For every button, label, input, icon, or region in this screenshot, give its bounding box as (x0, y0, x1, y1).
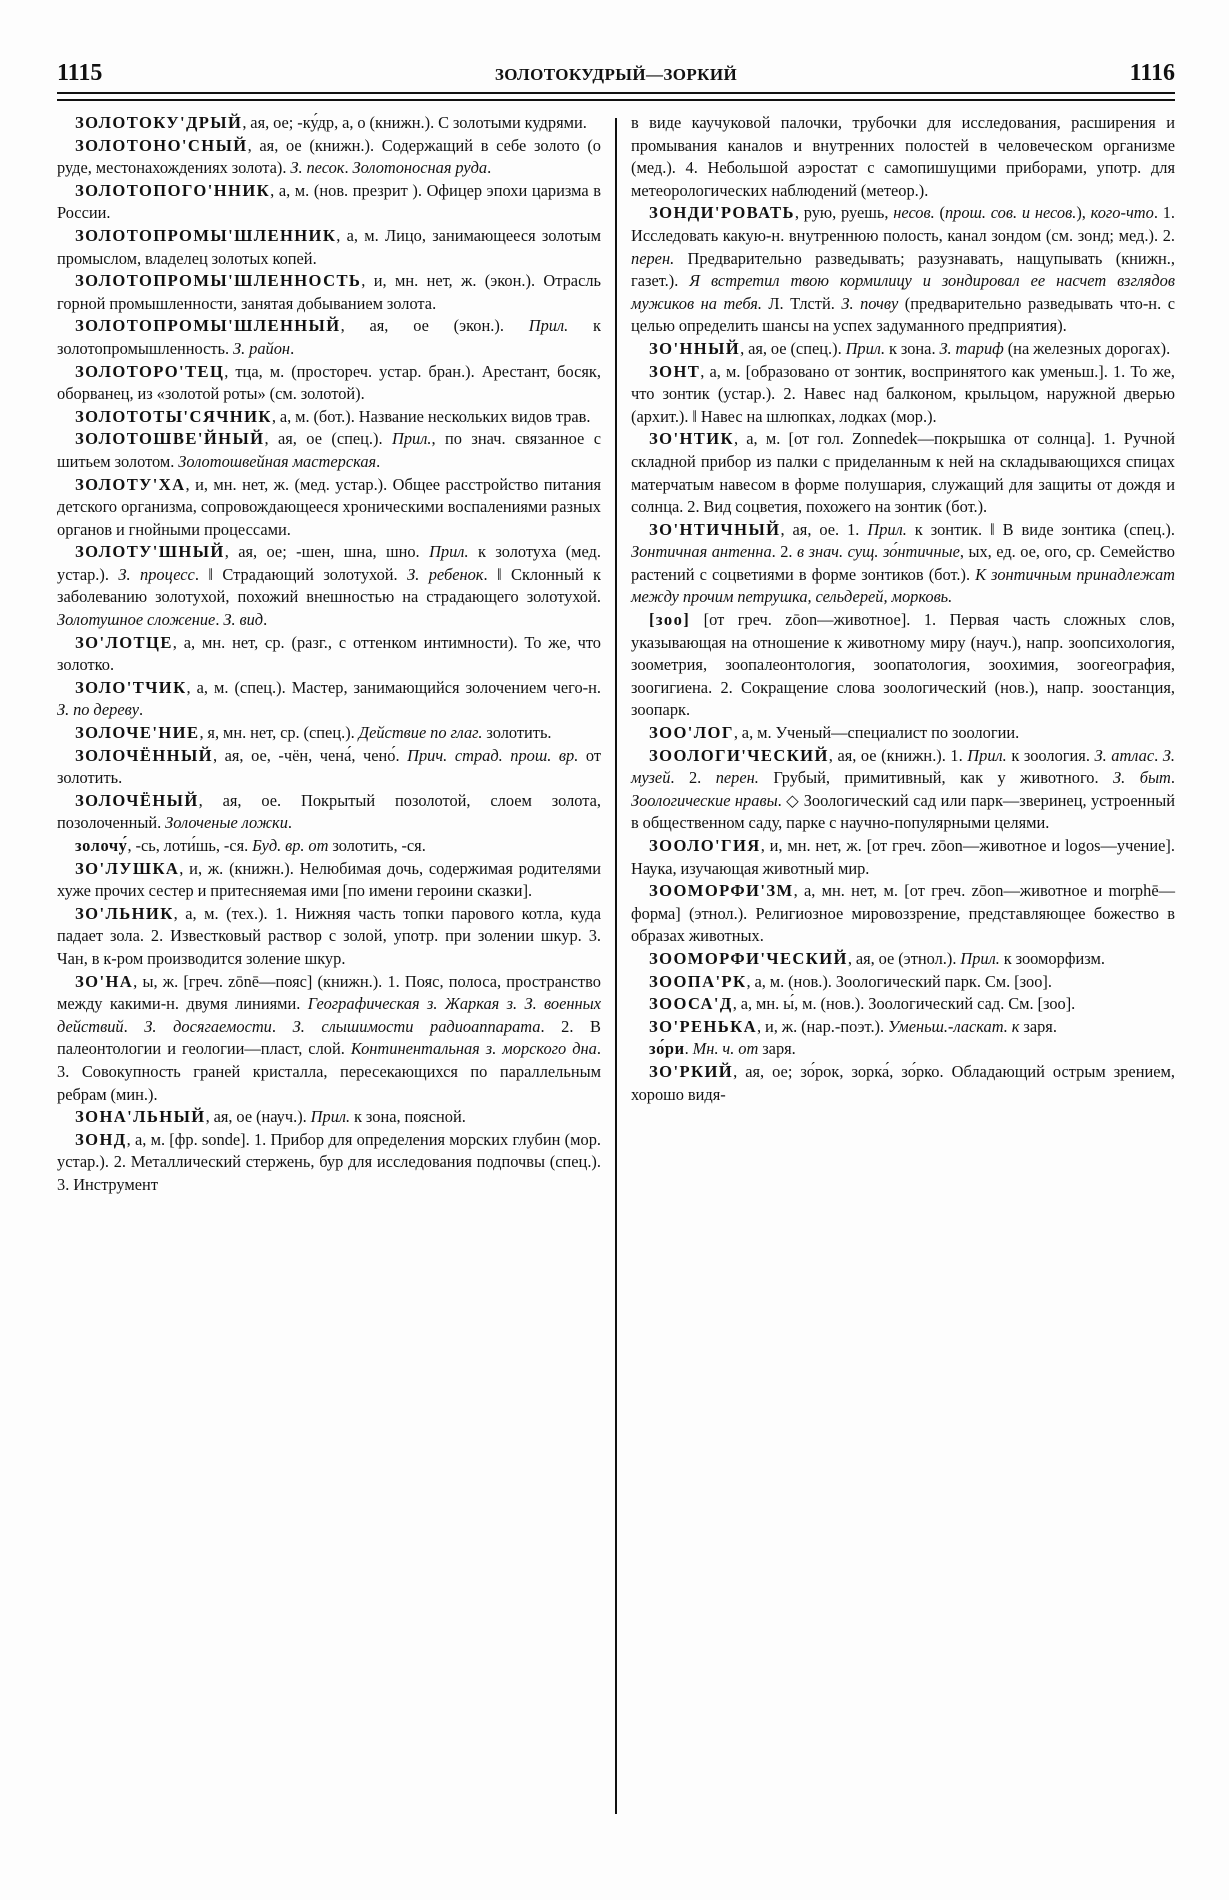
entry-definition: , а, м. [фр. sonde]. 1. Прибор для определения морских глубин (мор. устар.). 2. Металлический стержень, бур для исследования подпочвы (спец.). 3. Инструмент (57, 1129, 601, 1194)
entry-headword: ЗОЛОТОРО'ТЕЦ (75, 361, 225, 381)
entry-headword: ЗОЛОТУ'ШНЫЙ (75, 542, 225, 562)
entry-headword: ЗОНА'ЛЬНЫЙ (75, 1107, 206, 1127)
entry-definition: , ая, ое (спец.). Прил., по знач. связанное с шитьем золотом. Золотошвейная мастерская. (57, 429, 601, 471)
dictionary-entry (57, 790, 601, 835)
entry-headword: ЗОЛОТОНО'СНЫЙ (75, 135, 248, 155)
entry-headword: ЗОНДИ'РОВАТЬ (649, 203, 795, 223)
entry-definition: , рую, руешь, несов. (прош. сов. и несов.), кого-что. 1. Исследовать какую-н. внутреннюю полость, канал зондом (см. зонд; мед.). 2. перен. Предварительно разведывать; разузнавать, нащупывать (книжн., газет.). Я встретил твою кормилицу и зондировал ее насчет взглядов мужиков на тебя. Л. Тлстй. З. почву (предварительно разведывать что-н. с целью определить шансы на успех задуманного предприятия). (631, 203, 1175, 336)
entry-headword: ЗООПА'РК (649, 971, 747, 991)
dictionary-entry (57, 835, 601, 858)
dictionary-entry (631, 971, 1175, 994)
entry-definition: , ая, ое; -шен, шна, шно. Прил. к золотуха (мед. устар.). З. процесс. ‖ Страдающий золотухой. З. ребенок. ‖ Склонный к заболеванию золотухой, похожий внешностью на страдающего золотухой. Золотушное сложение. З. вид. (57, 542, 601, 630)
entry-headword: [зоо] (649, 610, 691, 630)
entry-definition: , -сь, лоти́шь, -ся. Буд. вр. от золотить, -ся. (127, 836, 426, 855)
entry-headword: ЗО'НТИЧНЫЙ (649, 519, 781, 539)
entry-headword: ЗООСА'Д (649, 994, 733, 1014)
entry-definition: [от греч. zōon—животное]. 1. Первая часть сложных слов, указывающая на отношение к животному миру (науч.), напр. зоопсихология, зоометрия, зоопалеонтология, зоопатология, зоохимия, зоогеография, зоогигиена. 2. Сокращение слова зоологический (нов.), напр. зоостанция, зоопарк. (631, 610, 1175, 720)
entry-headword: ЗОЛОТОПРОМЫ'ШЛЕННИК (75, 225, 337, 245)
entry-headword: ЗООЛОГИ'ЧЕСКИЙ (649, 745, 829, 765)
entry-headword: ЗО'НТИК (649, 429, 734, 449)
entry-definition: , ая, ое. Покрытый позолотой, слоем золота, позолоченный. Золоченые ложки. (57, 790, 601, 833)
entry-headword: ЗОЛОТОТЫ'СЯЧНИК (75, 406, 272, 426)
dictionary-entry (631, 745, 1175, 835)
entry-definition: , ая, ое; -ку́др, а, о (книжн.). С золотыми кудрями. (242, 113, 587, 132)
entry-headword: ЗОО'ЛОГ (649, 723, 734, 743)
folio-right: 1116 (1129, 60, 1175, 86)
entry-headword: ЗООМОРФИ'ЗМ (649, 881, 794, 901)
entry-definition: , а, м. [образовано от зонтик, воспринятого как уменьш.]. 1. То же, что зонтик (устар.). 2. Навес над балконом, крыльцом, наружной дверью (архит.). ‖ Навес на шлюпках, лодках (мор.). (631, 361, 1175, 426)
entry-headword: ЗО'РКИЙ (649, 1061, 734, 1081)
dictionary-entry (57, 722, 601, 745)
dictionary-entry (631, 609, 1175, 722)
entry-headword: ЗО'ЛУШКА (75, 858, 180, 878)
dictionary-entry (57, 428, 601, 473)
column-divider (615, 118, 617, 1814)
entry-headword: ЗОЛО'ТЧИК (75, 677, 187, 697)
entry-definition: , ая, ое. 1. Прил. к зонтик. ‖ В виде зонтика (спец.). Зонтичная антенна. 2. в знач. сущ. зо́нтичные, ых, ед. ое, ого, ср. Семейство растений с соцветиями в форме зонтиков (бот.). К зонтичным принадлежат между прочим петрушка, сельдерей, морковь. (631, 519, 1176, 607)
entry-definition: , ы, ж. [греч. zōnē—пояс] (книжн.). 1. Пояс, полоса, пространство между какими-н. двумя линиями. Географическая з. Жаркая з. З. военных действий. З. досягаемости. З. слышимости радиоаппарата. 2. В палеонтологии и геологии—пласт, слой. Континентальная з. морского дна. 3. Совокупность граней кристалла, пересекающихся по параллельным ребрам (мин.). (57, 971, 602, 1104)
entry-definition: , а, м. [от гол. Zonnedek—покрышка от солнца]. 1. Ручной складной прибор из палки с приделанным к ней на складывающихся спицах матерчатым навесом в форме полушария, служащий для защиты от дождя и солнца. 2. Вид соцветия, похожего на зонтик (бот.). (631, 429, 1175, 517)
dictionary-entry (57, 971, 601, 1107)
right-column (629, 112, 1175, 1852)
entry-definition: , я, мн. нет, ср. (спец.). Действие по глаг. золотить. (199, 723, 552, 743)
dictionary-entry (631, 202, 1175, 338)
entry-headword: ЗОЛОТОПРОМЫ'ШЛЕННОСТЬ (75, 271, 362, 291)
entry-headword: ЗОЛОТОПРОМЫ'ШЛЕННЫЙ (75, 316, 341, 336)
dictionary-entry (57, 903, 601, 971)
entry-definition: , ая, ое, -чён, чена́, чено́. Прич. страд. прош. вр. от золотить. (57, 745, 601, 788)
entry-headword: ЗОЛОЧЁННЫЙ (75, 745, 213, 765)
entry-headword: ЗОЛОТОПОГО'ННИК (75, 180, 271, 200)
dictionary-entry (631, 1061, 1175, 1106)
entry-definition: , ая, ое (книжн.). Содержащий в себе золото (о руде, местонахождениях золота). З. песок. Золотоносная руда. (57, 135, 601, 178)
entry-definition: . Мн. ч. от заря. (684, 1039, 796, 1059)
entry-headword: ЗООЛО'ГИЯ (649, 836, 761, 855)
entry-definition: , а, мн. ы́, м. (нов.). Зоологический сад. См. [зоо]. (732, 994, 1076, 1014)
running-head-words: ЗОЛОТОКУДРЫЙ—ЗОРКИЙ (494, 65, 738, 84)
entry-definition: , ая, ое (спец.). Прил. к зона. З. тариф (на железных дорогах). (740, 338, 1171, 358)
dictionary-entry (631, 519, 1175, 609)
header-rule (57, 92, 1175, 101)
dictionary-entry (57, 632, 601, 677)
entry-headword: ЗО'ЛОТЦЕ (75, 632, 173, 652)
entry-definition: , а, м. (нов. презрит ). Офицер эпохи царизма в России. (57, 180, 601, 223)
dictionary-entry (57, 112, 601, 135)
dictionary-entry (57, 1129, 601, 1197)
left-column (57, 112, 615, 1852)
entry-headword: ЗОЛОЧЕ'НИЕ (75, 723, 200, 743)
entry-definition: , ая, ое; зо́рок, зорка́, зо́рко. Обладающий острым зрением, хорошо видя- (631, 1061, 1175, 1104)
entry-definition: , а, м. (нов.). Зоологический парк. См. [зоо]. (746, 971, 1052, 991)
entry-headword: зо́ри (649, 1039, 685, 1059)
entry-headword: ЗОЛОЧЁНЫЙ (75, 790, 199, 810)
entry-definition: , а, м. Ученый—специалист по зоологии. (733, 723, 1020, 743)
dictionary-entry (57, 361, 601, 406)
dictionary-entry (57, 1106, 601, 1129)
dictionary-entry (57, 135, 601, 180)
entry-headword: ЗО'ЛЬНИК (75, 903, 174, 923)
entry-headword: ЗО'ННЫЙ (649, 338, 741, 358)
entry-headword: ЗОЛОТУ'ХА (75, 474, 186, 494)
dictionary-entry (57, 315, 601, 360)
entry-headword: ЗОЛОТОКУ'ДРЫЙ (75, 113, 243, 132)
dictionary-entry (631, 835, 1175, 880)
dictionary-entry (631, 428, 1175, 518)
entry-definition: , ая, ое (книжн.). 1. Прил. к зоология. З. атлас. З. музей. 2. перен. Грубый, примитивный, как у животного. З. быт. Зоологические нравы. ◇ Зоологический сад или парк—зверинец, устроенный в общественном саду, парке с научно-популярными целями. (631, 745, 1176, 833)
dictionary-entry (57, 225, 601, 270)
entry-definition: , и, ж. (нар.-поэт.). Уменьш.-ласкат. к заря. (756, 1016, 1057, 1036)
running-head (57, 60, 1175, 87)
entry-definition: , а, мн. нет, ср. (разг., с оттенком интимности). То же, что золотко. (57, 632, 601, 675)
dictionary-entry (631, 1038, 1175, 1061)
entry-definition: , а, м. (спец.). Мастер, занимающийся золочением чего-н. З. по дереву. (57, 677, 601, 720)
folio-left: 1115 (57, 60, 103, 86)
entry-definition: , а, м. (бот.). Название нескольких видов трав. (271, 406, 591, 426)
entry-definition: , и, ж. (книжн.). Нелюбимая дочь, содержимая родителями хуже прочих сестер и притесняемая ими [по имени героини сказки]. (57, 858, 601, 901)
entry-headword: ЗО'РЕНЬКА (649, 1016, 757, 1036)
entry-definition: , тца, м. (простореч. устар. бран.). Арестант, босяк, оборванец, из «золотой роты» (см. золотой). (57, 361, 601, 404)
dictionary-entry (631, 112, 1175, 202)
entry-headword: ЗОНД (75, 1129, 127, 1149)
entry-headword: золочу́ (75, 836, 128, 855)
entry-definition: , ая, ое (этнол.). Прил. к зооморфизм. (847, 948, 1105, 968)
dictionary-entry (631, 1016, 1175, 1039)
entry-definition: , а, м. (тех.). 1. Нижняя часть топки парового котла, куда падает зола. 2. Известковый раствор с золой, употр. при золении шкур. 3. Чан, в к-ром производится золение шкур. (57, 903, 601, 968)
dictionary-entry (631, 338, 1175, 361)
entry-headword: ЗОЛОТОШВЕ'ЙНЫЙ (75, 429, 265, 449)
entry-definition: , и, мн. нет, ж. (мед. устар.). Общее расстройство питания детского организма, сопровождающееся хроническими воспалениями разных органов и гнойными процессами. (57, 474, 601, 539)
entry-definition: , ая, ое (науч.). Прил. к зона, поясной. (205, 1107, 466, 1127)
entry-definition: , а, м. Лицо, занимающееся золотым промыслом, владелец золотых копей. (57, 225, 601, 268)
dictionary-entry (57, 745, 601, 790)
entry-headword: ЗО'НА (75, 971, 134, 991)
dictionary-entry (631, 993, 1175, 1016)
entry-definition: , и, мн. нет, ж. (экон.). Отрасль горной промышленности, занятая добыванием золота. (57, 271, 601, 313)
dictionary-entry (57, 270, 601, 315)
dictionary-entry (631, 948, 1175, 971)
dictionary-entry (57, 677, 601, 722)
column-container (57, 112, 1175, 1852)
dictionary-entry (57, 474, 601, 542)
entry-definition: , ая, ое (экон.). Прил. к золотопромышленность. З. район. (57, 316, 601, 358)
dictionary-entry (57, 180, 601, 225)
entry-definition: в виде каучуковой палочки, трубочки для исследования, расширения и промывания каналов и внутренних полостей в человеческом организме (мед.). 4. Небольшой аэростат с самопишущими приборами, употр. для метеорологических наблюдений (метеор.). (631, 113, 1175, 200)
dictionary-entry (631, 880, 1175, 948)
entry-definition: , и, мн. нет, ж. [от греч. zōon—животное и logos—учение]. Наука, изучающая животный мир. (631, 836, 1175, 878)
entry-definition: , а, мн. нет, м. [от греч. zōon—животное и morphē—форма] (этнол.). Религиозное мировоззрение, представляющее божество в образах животных. (631, 881, 1175, 946)
dictionary-entry (57, 406, 601, 429)
dictionary-entry (631, 361, 1175, 429)
dictionary-entry (57, 858, 601, 903)
entry-headword: ЗООМОРФИ'ЧЕСКИЙ (649, 948, 848, 968)
dictionary-entry (631, 722, 1175, 745)
dictionary-entry (57, 541, 601, 631)
entry-headword: ЗОНТ (649, 361, 701, 381)
